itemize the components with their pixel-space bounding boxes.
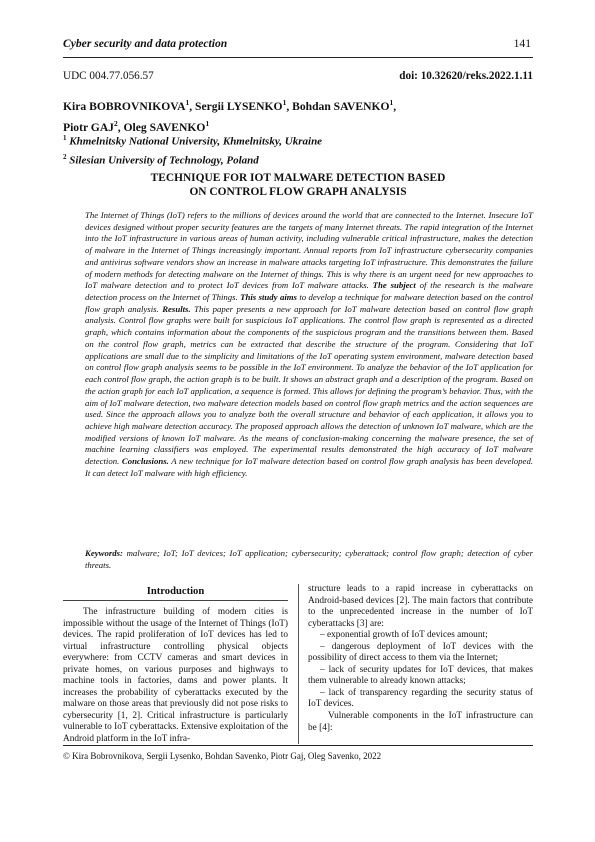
abstract-subject-label: The subject <box>372 280 416 291</box>
affiliation-text: Silesian University of Technology, Poland <box>69 154 259 167</box>
author-name: Sergii LYSENKO <box>195 99 283 113</box>
abstract <box>85 210 533 480</box>
doi-link[interactable]: doi: 10.32620/reks.2022.1.11 <box>399 70 533 82</box>
author-affiliation-mark: 1 <box>205 118 210 128</box>
paper-title-line: ON CONTROL FLOW GRAPH ANALYSIS <box>189 186 407 198</box>
author-affiliation-mark: 2 <box>113 118 118 128</box>
affiliation-item <box>63 150 533 169</box>
body-column-left <box>63 607 288 746</box>
abstract-aim-text: to develop a technique for malware detection based on the control flow graph analysis. <box>85 292 534 314</box>
keywords-label: Keywords: <box>85 548 123 558</box>
author-affiliation-mark: 1 <box>282 98 287 107</box>
abstract-results-label: Results. <box>162 303 191 314</box>
running-header-journal: Cyber security and data protection <box>63 37 228 50</box>
page-number: 141 <box>513 37 531 50</box>
abstract-intro: The Internet of Things (IoT) refers to the millions of devices around the world that are connected to the Internet. Insecure IoT devices designed without proper security features are the targets of many Internet threats. The rapid integration of the Internet into the IoT infrastructure in various areas of human activity, including vulnerable critical infrastructure, makes the detection of malware in the Internet of Things increasingly important. Annual reports from IoT infrastructure cybersecurity companies and antivirus software vendors show an increase in malware attacks targeting IoT infrastructure. This demonstrates the failure of modern methods for detecting malware on the Internet of things. This is why there is an urgent need for new approaches to IoT malware detection and to protect IoT devices from IoT malware attacks. <box>85 210 533 291</box>
author-name: Piotr GAJ <box>63 120 114 134</box>
affiliation-item <box>63 131 533 150</box>
list-item: – exponential growth of IoT devices amount; <box>320 630 488 641</box>
keywords <box>85 548 533 571</box>
section-heading-underline <box>63 600 288 601</box>
author-affiliation-mark: 1 <box>185 98 190 107</box>
list-item: – dangerous deployment of IoT devices with the possibility of direct access to them via the Internet; <box>308 641 533 664</box>
affiliation-text: Khmelnitsky National University, Khmelnitsky, Ukraine <box>69 135 323 148</box>
list-item: – lack of transparency regarding the security status of IoT devices. <box>308 687 533 710</box>
intro-continuation: structure leads to a rapid increase in cyberattacks on Android-based devices [2]. The main factors that contribute to the unprecedented increase in the number of IoT cyberattacks [3] are: <box>308 584 533 629</box>
abstract-subject-text: of the research is the malware detection process on the Internet of Things. <box>85 280 533 303</box>
affiliation-number: 1 <box>63 134 67 142</box>
author-name: Kira BOBROVNIKOVA <box>63 99 186 113</box>
udc-code: UDC 004.77.056.57 <box>63 70 154 82</box>
abstract-conclusions-label: Conclusions. <box>121 456 169 467</box>
keywords-text: malware; IoT; IoT devices; IoT application; cybersecurity; cyberattack; control flow graph; detection of cyber threats. <box>85 548 534 570</box>
list-item: – lack of security updates for IoT devices, that makes them vulnerable to already known attacks; <box>308 664 533 687</box>
abstract-aim-label: This study aims <box>240 292 297 303</box>
column-divider <box>298 584 299 744</box>
paper-title-line: TECHNIQUE FOR IOT MALWARE DETECTION BASED <box>150 172 446 184</box>
abstract-conclusions-text: A new technique for IoT malware detection based on control flow graph analysis has been developed. It can detect IoT malware with high efficiency. <box>85 456 534 478</box>
affiliation-number: 2 <box>63 152 67 161</box>
body-column-right <box>308 584 533 734</box>
paper-title <box>63 171 533 199</box>
intro-paragraph: Vulnerable components in the IoT infrastructure can be [4]: <box>308 711 533 733</box>
author-affiliation-mark: 1 <box>389 98 394 107</box>
copyright-footer: © Kira Bobrovnikova, Sergii Lysenko, Bohdan Savenko, Piotr Gaj, Oleg Savenko, 2022 <box>63 751 382 761</box>
abstract-results-text: This paper presents a new approach for IoT malware detection based on control flow graph analysis. Control flow graphs were built for suspicious IoT applications. The control flow graph is represented as a directed graph, which contains information about the components of the suspicious program and the transitions between them. Based on the control flow graph, metrics can be extracted that describe the structure of the program. Considering that IoT applications are small due to the simplicity and limitations of the IoT operating system environment, malware detection based on control flow graph analysis seems to be possible in the IoT environment. To analyze the behavior of the IoT application for each control flow graph, the action graph is to be built. It shows an abstract graph and a description of the program. Based on the action graph for each IoT application, a sequence is formed. This allows for defining the program’s behavior. Thus, with the aim of IoT malware detection, two malware detection models based on control flow graph metrics and the action sequences are used. Since the approach allows you to analyze both the overall structure and behavior of each application, it allows you to achieve high malware detection accuracy. The proposed approach allows the detection of unknown IoT malware, which are the modified versions of known IoT malware. As the means of conclusion-making concerning the malware presence, the set of machine learning classifiers was employed. The experimental results demonstrated the high accuracy of IoT malware detection. <box>85 303 534 467</box>
affiliation-list <box>63 131 533 168</box>
header-divider <box>63 57 533 58</box>
author-name: Oleg SAVENKO <box>123 120 206 134</box>
author-list: Kira BOBROVNIKOVA$^1$, Sergii LYSENKO$^1$, Bohdan SAVENKO$^1$, Piotr GAJ$^2$, Oleg SAVENKO$^1$ <box>63 98 397 134</box>
intro-paragraph: The infrastructure building of modern cities is impossible without the usage of the Internet of Things (IoT) devices. The rapid proliferation of IoT devices has led to virtual infrastructure controlling physical objects everywhere: from CCTV cameras and smart devices in private homes, on various purposes and highways to machine tools in factories, dams and power plants. It increases the probability of cyberattacks executed by the malware on those areas that previously did not pose risks to cybersecurity [1, 2]. Critical infrastructure is particularly vulnerable to IoT cyberattacks. Extensive exploitation of the Android platform in the IoT infra- <box>63 607 288 745</box>
section-heading-introduction: Introduction <box>146 586 205 597</box>
footer-divider <box>63 745 533 746</box>
author-name: Bohdan SAVENKO <box>292 99 390 113</box>
